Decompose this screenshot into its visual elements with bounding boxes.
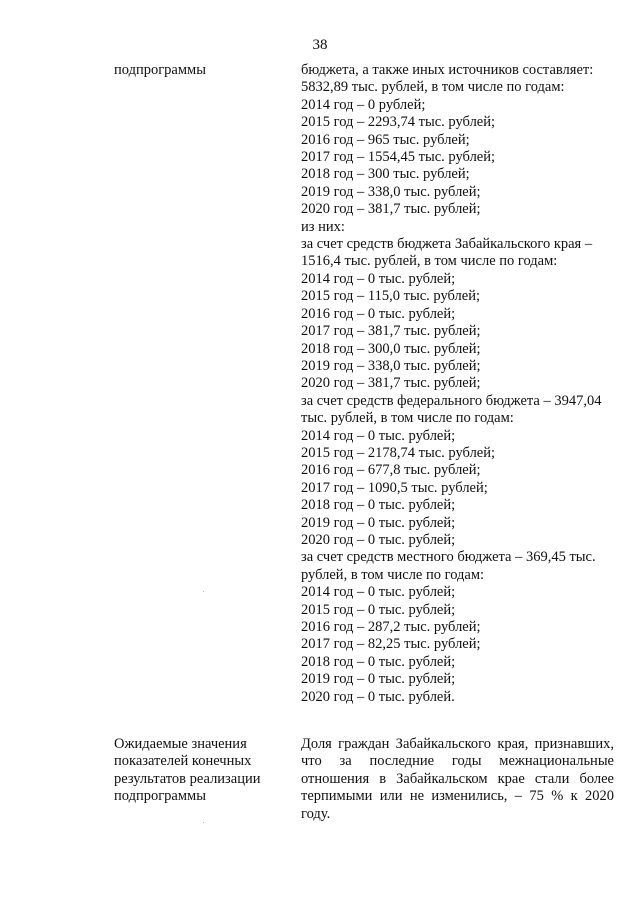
financing-line: 2019 год – 338,0 тыс. рублей; xyxy=(301,357,481,374)
financing-line: 2015 год – 2293,74 тыс. рублей; xyxy=(301,114,496,131)
financing-line: 2014 год – 0 тыс. рублей; xyxy=(301,584,456,601)
financing-line: 2017 год – 381,7 тыс. рублей; xyxy=(301,323,481,340)
scan-speck xyxy=(203,822,204,823)
financing-line: 2020 год – 0 тыс. рублей. xyxy=(301,688,455,705)
financing-line: 2020 год – 381,7 тыс. рублей; xyxy=(301,201,481,218)
financing-line: бюджета, а также иных источников составляет: xyxy=(301,62,594,78)
financing-line: 2017 год – 1554,45 тыс. рублей; xyxy=(301,149,496,166)
page-number: 38 xyxy=(312,37,328,53)
expected-results-text: Доля граждан Забайкальского края, признавших, что за последние годы межнациональные отношения в Забайкальском крае стали более терпимыми или не изменились, – 75 % к 2020 году. xyxy=(301,736,614,822)
financing-line: 2017 год – 1090,5 тыс. рублей; xyxy=(301,479,488,496)
financing-line: из них: xyxy=(301,218,345,235)
financing-line: 2016 год – 0 тыс. рублей; xyxy=(301,305,456,322)
financing-label: подпрограммы xyxy=(114,62,206,78)
financing-line: 2018 год – 0 тыс. рублей; xyxy=(301,653,456,670)
label-line: Ожидаемые значения xyxy=(114,736,247,752)
label-line: подпрограммы xyxy=(114,788,206,805)
financing-line: за счет средств местного бюджета – 369,45 тыс. xyxy=(301,549,596,566)
financing-line: 2020 год – 0 тыс. рублей; xyxy=(301,531,456,548)
financing-line: 2014 год – 0 тыс. рублей; xyxy=(301,427,456,444)
financing-line: 2014 год – 0 тыс. рублей; xyxy=(301,270,456,287)
scan-speck xyxy=(203,591,204,592)
financing-line: 1516,4 тыс. рублей, в том числе по годам: xyxy=(301,253,558,270)
financing-line: 2019 год – 0 тыс. рублей; xyxy=(301,514,456,531)
financing-line: 2015 год – 2178,74 тыс. рублей; xyxy=(301,444,496,461)
financing-line: 2018 год – 0 тыс. рублей; xyxy=(301,497,456,514)
financing-line: 2015 год – 0 тыс. рублей; xyxy=(301,601,456,618)
label-line: показателей конечных xyxy=(114,753,252,770)
label-line: результатов реализации xyxy=(114,770,261,787)
financing-lines xyxy=(301,62,619,706)
financing-line: рублей, в том числе по годам: xyxy=(301,566,485,583)
financing-line: 2019 год – 338,0 тыс. рублей; xyxy=(301,183,481,200)
financing-line: 5832,89 тыс. рублей, в том числе по годам: xyxy=(301,79,565,96)
financing-line: 2016 год – 965 тыс. рублей; xyxy=(301,131,470,148)
financing-line: 2018 год – 300 тыс. рублей; xyxy=(301,166,470,183)
financing-line: 2020 год – 381,7 тыс. рублей; xyxy=(301,375,481,392)
financing-line: 2014 год – 0 рублей; xyxy=(301,96,426,113)
financing-line: 2015 год – 115,0 тыс. рублей; xyxy=(301,288,480,305)
financing-line: 2017 год – 82,25 тыс. рублей; xyxy=(301,636,481,653)
financing-line: за счет средств федерального бюджета – 3947,04 xyxy=(301,392,602,409)
financing-line: 2018 год – 300,0 тыс. рублей; xyxy=(301,340,481,357)
expected-results-label xyxy=(114,736,279,806)
financing-line: 2019 год – 0 тыс. рублей; xyxy=(301,671,456,688)
financing-line: 2016 год – 287,2 тыс. рублей; xyxy=(301,619,481,635)
financing-line: тыс. рублей, в том числе по годам: xyxy=(301,410,514,427)
financing-line: за счет средств бюджета Забайкальского края – xyxy=(301,236,593,253)
financing-line: 2016 год – 677,8 тыс. рублей; xyxy=(301,462,481,479)
